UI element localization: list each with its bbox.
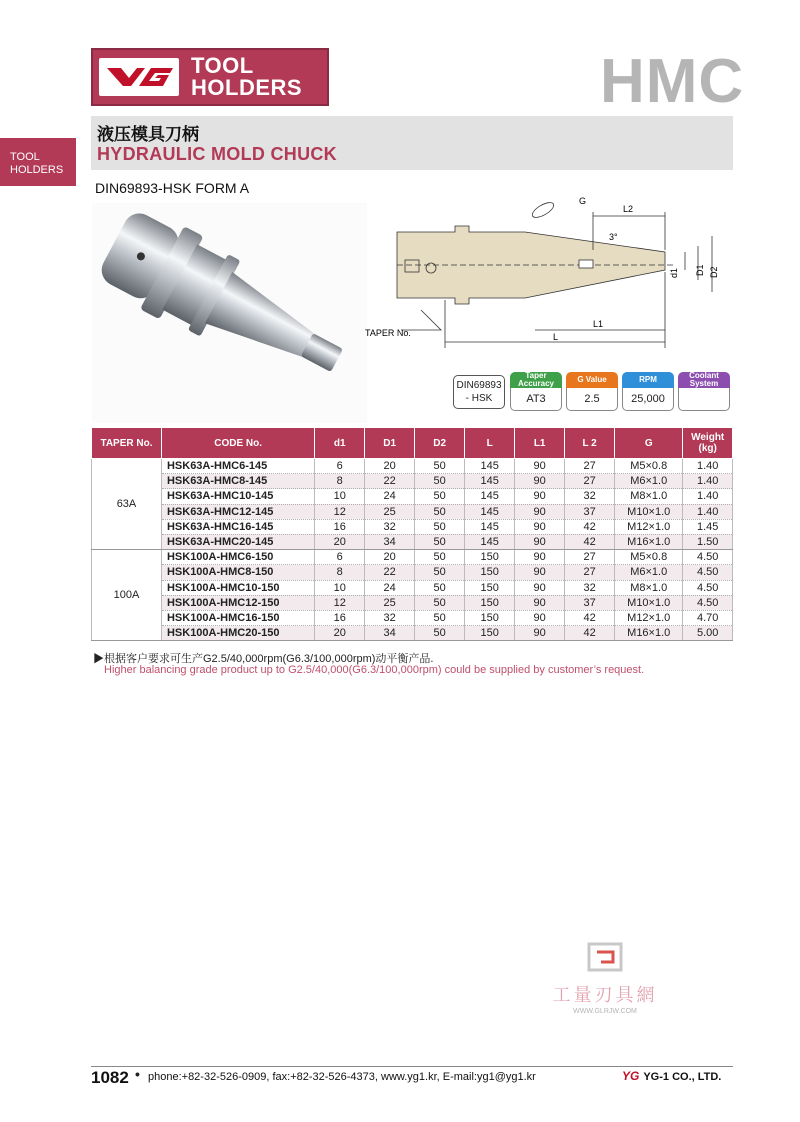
spec-taper-accuracy-value: AT3: [510, 388, 562, 411]
value-cell: 90: [515, 489, 565, 504]
code-cell: HSK100A-HMC8-150: [161, 565, 314, 580]
value-cell: 145: [465, 459, 515, 474]
value-cell: 4.50: [683, 565, 733, 580]
value-cell: M6×1.0: [615, 474, 683, 489]
col-weight: Weight (kg): [683, 428, 733, 459]
value-cell: 145: [465, 519, 515, 534]
value-cell: 50: [415, 489, 465, 504]
drawing-label-l2: L2: [623, 204, 634, 214]
value-cell: 16: [315, 519, 365, 534]
drawing-label-l1: L1: [593, 319, 604, 329]
table-row: [92, 626, 733, 641]
value-cell: 90: [515, 550, 565, 565]
side-tab-line1: TOOL: [10, 151, 40, 163]
spec-g-value-value: 2.5: [566, 388, 618, 411]
value-cell: 27: [565, 550, 615, 565]
table-row: [92, 519, 733, 534]
note-en: Higher balancing grade product up to G2.5/40,000(G6.3/100,000rpm) could be supplied by customer’s request.: [104, 664, 645, 676]
page-title-cn: 液压模具刀柄: [97, 125, 199, 144]
drawing-label-g: G: [579, 196, 587, 206]
value-cell: 50: [415, 504, 465, 519]
value-cell: 25: [365, 595, 415, 610]
value-cell: 34: [365, 626, 415, 641]
value-cell: 37: [565, 504, 615, 519]
value-cell: 42: [565, 534, 615, 549]
page-number: 1082: [91, 1068, 129, 1087]
spec-taper-accuracy: [510, 372, 562, 414]
value-cell: 50: [415, 610, 465, 625]
value-cell: M6×1.0: [615, 565, 683, 580]
col-d1: d1: [315, 428, 365, 459]
value-cell: 150: [465, 580, 515, 595]
value-cell: 90: [515, 595, 565, 610]
value-cell: 8: [315, 474, 365, 489]
table-row: [92, 610, 733, 625]
note-cn: ▶根据客户要求可生产G2.5/40,000rpm(G6.3/100,000rpm)动平衡产品.: [93, 653, 434, 665]
technical-drawing: [365, 190, 735, 360]
drawing-label-D2: D2: [709, 266, 719, 278]
spec-coolant-system-value: [678, 388, 730, 411]
value-cell: 90: [515, 474, 565, 489]
footer-yg-logo-icon: YG: [622, 1069, 640, 1083]
brand-line2: HOLDERS: [191, 75, 303, 100]
value-cell: 37: [565, 595, 615, 610]
value-cell: M10×1.0: [615, 504, 683, 519]
footer-company-name: YG-1 CO., LTD.: [643, 1071, 722, 1083]
value-cell: M16×1.0: [615, 626, 683, 641]
value-cell: 20: [365, 550, 415, 565]
footer-divider: [91, 1066, 733, 1067]
value-cell: 50: [415, 550, 465, 565]
value-cell: 8: [315, 565, 365, 580]
value-cell: 27: [565, 474, 615, 489]
table-row: [92, 565, 733, 580]
value-cell: 90: [515, 610, 565, 625]
value-cell: 42: [565, 626, 615, 641]
col-G: G: [615, 428, 683, 459]
brand-line1: TOOL: [191, 53, 254, 78]
spec-taper-accuracy-header: Taper Accuracy: [510, 372, 562, 388]
spec-rpm-header: RPM: [622, 372, 674, 388]
code-cell: HSK63A-HMC16-145: [161, 519, 314, 534]
drawing-label-d1: d1: [669, 267, 679, 278]
value-cell: 145: [465, 489, 515, 504]
code-cell: HSK63A-HMC6-145: [161, 459, 314, 474]
value-cell: 27: [565, 565, 615, 580]
col-D1: D1: [365, 428, 415, 459]
code-cell: HSK100A-HMC12-150: [161, 595, 314, 610]
value-cell: 42: [565, 519, 615, 534]
value-cell: 1.45: [683, 519, 733, 534]
watermark: [540, 942, 670, 1017]
value-cell: 22: [365, 565, 415, 580]
drawing-label-l: L: [553, 332, 559, 342]
value-cell: 32: [365, 519, 415, 534]
side-tab-line2: HOLDERS: [10, 164, 64, 176]
taper-cell: 100A: [92, 550, 162, 641]
spec-standard: DIN69893 - HSK: [453, 375, 505, 409]
drawing-label-taper: TAPER No.: [365, 328, 411, 338]
value-cell: 4.50: [683, 580, 733, 595]
col-taper-no: TAPER No.: [92, 428, 162, 459]
code-cell: HSK100A-HMC10-150: [161, 580, 314, 595]
table-row: [92, 534, 733, 549]
table-row: [92, 474, 733, 489]
value-cell: 150: [465, 610, 515, 625]
value-cell: 22: [365, 474, 415, 489]
value-cell: 90: [515, 626, 565, 641]
table-row: [92, 550, 733, 565]
value-cell: M16×1.0: [615, 534, 683, 549]
value-cell: 1.40: [683, 504, 733, 519]
col-code-no: CODE No.: [161, 428, 314, 459]
value-cell: M5×0.8: [615, 459, 683, 474]
value-cell: 90: [515, 534, 565, 549]
table-row: [92, 459, 733, 474]
value-cell: 150: [465, 565, 515, 580]
table-header-row: [92, 428, 733, 459]
value-cell: 10: [315, 489, 365, 504]
value-cell: 145: [465, 474, 515, 489]
side-tab-tool-holders[interactable]: [0, 138, 76, 186]
table-row: [92, 595, 733, 610]
value-cell: M8×1.0: [615, 580, 683, 595]
value-cell: 25: [365, 504, 415, 519]
spec-g-value-header: G Value: [566, 372, 618, 388]
footer-bullet: •: [135, 1066, 140, 1082]
value-cell: 50: [415, 474, 465, 489]
value-cell: 50: [415, 565, 465, 580]
section-code: HMC: [600, 47, 745, 116]
table-row: [92, 504, 733, 519]
value-cell: 150: [465, 595, 515, 610]
brand-banner: [91, 48, 329, 106]
value-cell: M10×1.0: [615, 595, 683, 610]
spec-rpm-value: 25,000: [622, 388, 674, 411]
footer-company: [622, 1069, 721, 1083]
value-cell: 20: [365, 459, 415, 474]
title-band: [91, 116, 733, 170]
value-cell: 32: [565, 489, 615, 504]
value-cell: 24: [365, 580, 415, 595]
spec-coolant-system: [678, 372, 730, 414]
value-cell: 32: [365, 610, 415, 625]
drawing-label-angle: 3°: [609, 232, 618, 242]
product-photo: [92, 203, 367, 423]
value-cell: 1.40: [683, 474, 733, 489]
value-cell: 16: [315, 610, 365, 625]
value-cell: 32: [565, 580, 615, 595]
taper-cell: 63A: [92, 459, 162, 550]
code-cell: HSK100A-HMC6-150: [161, 550, 314, 565]
code-cell: HSK63A-HMC10-145: [161, 489, 314, 504]
value-cell: 6: [315, 459, 365, 474]
page-title-en: HYDRAULIC MOLD CHUCK: [97, 144, 337, 164]
value-cell: M12×1.0: [615, 519, 683, 534]
code-cell: HSK63A-HMC8-145: [161, 474, 314, 489]
value-cell: 20: [315, 534, 365, 549]
value-cell: 20: [315, 626, 365, 641]
watermark-logo-icon: [540, 942, 670, 979]
value-cell: 34: [365, 534, 415, 549]
value-cell: 5.00: [683, 626, 733, 641]
value-cell: 50: [415, 580, 465, 595]
value-cell: 145: [465, 534, 515, 549]
value-cell: 90: [515, 459, 565, 474]
value-cell: 12: [315, 504, 365, 519]
yg-logo-icon: [99, 58, 179, 96]
value-cell: 1.40: [683, 459, 733, 474]
value-cell: 50: [415, 595, 465, 610]
spec-coolant-system-header: Coolant System: [678, 372, 730, 388]
value-cell: 90: [515, 504, 565, 519]
value-cell: M8×1.0: [615, 489, 683, 504]
value-cell: M12×1.0: [615, 610, 683, 625]
value-cell: 4.50: [683, 550, 733, 565]
col-L: L: [465, 428, 515, 459]
code-cell: HSK100A-HMC20-150: [161, 626, 314, 641]
value-cell: 4.50: [683, 595, 733, 610]
table-row: [92, 580, 733, 595]
value-cell: 24: [365, 489, 415, 504]
code-cell: HSK100A-HMC16-150: [161, 610, 314, 625]
value-cell: M5×0.8: [615, 550, 683, 565]
value-cell: 10: [315, 580, 365, 595]
spec-g-value: [566, 372, 618, 414]
value-cell: 12: [315, 595, 365, 610]
footer-contact: phone:+82-32-526-0909, fax:+82-32-526-4373, www.yg1.kr, E-mail:yg1@yg1.kr: [148, 1071, 536, 1083]
value-cell: 90: [515, 565, 565, 580]
value-cell: 90: [515, 580, 565, 595]
specification-table: [91, 427, 733, 641]
value-cell: 6: [315, 550, 365, 565]
value-cell: 150: [465, 626, 515, 641]
value-cell: 50: [415, 459, 465, 474]
value-cell: 1.50: [683, 534, 733, 549]
value-cell: 1.40: [683, 489, 733, 504]
watermark-url: WWW.GLRJW.COM: [573, 1008, 637, 1015]
code-cell: HSK63A-HMC12-145: [161, 504, 314, 519]
spec-rpm: [622, 372, 674, 414]
value-cell: 50: [415, 519, 465, 534]
value-cell: 42: [565, 610, 615, 625]
table-row: [92, 489, 733, 504]
col-L1: L1: [515, 428, 565, 459]
col-D2: D2: [415, 428, 465, 459]
value-cell: 4.70: [683, 610, 733, 625]
watermark-cn: 工量刃具網: [552, 985, 658, 1005]
value-cell: 150: [465, 550, 515, 565]
value-cell: 27: [565, 459, 615, 474]
value-cell: 145: [465, 504, 515, 519]
value-cell: 90: [515, 519, 565, 534]
value-cell: 50: [415, 626, 465, 641]
value-cell: 50: [415, 534, 465, 549]
code-cell: HSK63A-HMC20-145: [161, 534, 314, 549]
product-standard-subtitle: DIN69893-HSK FORM A: [95, 180, 250, 196]
col-L2: L 2: [565, 428, 615, 459]
drawing-label-D1: D1: [695, 264, 705, 276]
